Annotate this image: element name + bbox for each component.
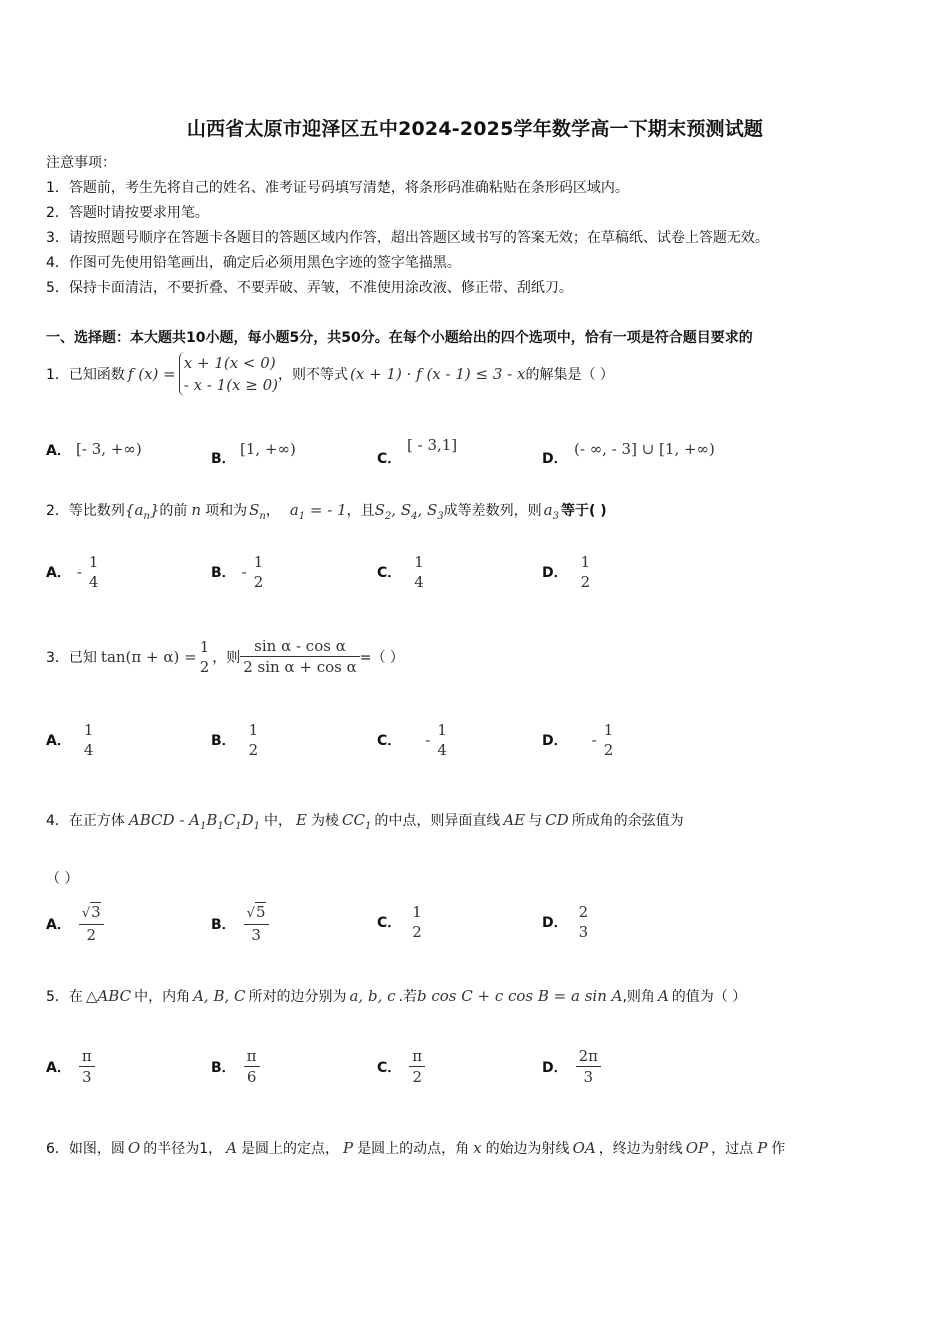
- option-fraction: 1 2: [248, 721, 259, 759]
- option-c-value: [ - 3,1]: [407, 436, 458, 454]
- question-text: ，: [265, 503, 280, 519]
- question-text: 成等差数列，则: [443, 503, 542, 519]
- option-fraction: $\frac{\pi}{3}$: [79, 1046, 95, 1087]
- option-a[interactable]: [46, 552, 101, 592]
- option-label: D．: [542, 1059, 568, 1076]
- angle-a: A: [657, 987, 669, 1005]
- question-3: [46, 636, 404, 677]
- question-text: 为棱: [311, 813, 339, 829]
- option-label: B．: [211, 451, 236, 467]
- question-text: 与: [528, 813, 543, 829]
- option-b[interactable]: [211, 902, 269, 945]
- option-sign: -: [425, 731, 431, 749]
- note-item: 4．作图可先使用铅笔画出，确定后必须用黑色字迹的签字笔描黑。: [46, 255, 461, 271]
- line-cd: CD: [545, 811, 569, 829]
- section-heading: 一、选择题：本大题共10小题，每小题5分，共50分。在每个小题给出的四个选项中，恰有一项是符合题目要求的: [46, 330, 753, 346]
- question-number: 1．: [46, 367, 69, 383]
- option-label: D．: [542, 915, 568, 931]
- question-text: 的中点，则异面直线: [374, 813, 501, 829]
- option-label: A．: [46, 916, 71, 933]
- s-terms: $S_2$, $S_4$, $S_3$: [374, 501, 444, 522]
- option-c[interactable]: [377, 1046, 425, 1087]
- question-number: 3．: [46, 649, 69, 666]
- note-item: 3．请按照题号顺序在答题卡各题目的答题区域内作答，超出答题区域书写的答案无效；在草稿纸、试卷上答题无效。: [46, 230, 769, 246]
- question-text: ，终边为射线: [598, 1141, 683, 1157]
- note-item: 2．答题时请按要求用笔。: [46, 205, 209, 221]
- triangle: △ABC: [85, 987, 132, 1005]
- angles: A, B, C: [193, 987, 246, 1005]
- option-label: C．: [377, 1059, 402, 1076]
- notes-heading: 注意事项：: [46, 155, 116, 171]
- question-text: =（ ）: [359, 649, 404, 666]
- sides: a, b, c: [349, 987, 396, 1005]
- tan-expression: tan(π + α) =: [100, 647, 197, 666]
- option-fraction: $\frac{\pi}{6}$: [244, 1046, 260, 1087]
- option-c[interactable]: [377, 448, 401, 468]
- sum-sn: $S_n$: [249, 501, 266, 522]
- option-fraction: 1 4: [437, 721, 447, 759]
- option-b[interactable]: [211, 1046, 260, 1087]
- option-fraction: 1 4: [414, 553, 424, 591]
- piecewise-case-1: x + 1(x < 0): [183, 354, 276, 372]
- option-fraction: $\frac{\pi}{2}$: [409, 1046, 425, 1087]
- question-number: 6．: [46, 1141, 69, 1157]
- question-text: 在: [68, 989, 83, 1005]
- option-fraction: 2 3: [578, 903, 589, 941]
- piecewise-case-2: - x - 1(x ≥ 0): [183, 376, 279, 394]
- question-text: 项和为: [205, 503, 248, 519]
- option-a[interactable]: [46, 902, 104, 945]
- point-p: P: [757, 1139, 768, 1157]
- option-label: A．: [46, 443, 71, 459]
- angle-x: x: [473, 1139, 482, 1157]
- point-p: P: [343, 1139, 354, 1157]
- option-d[interactable]: [542, 552, 593, 592]
- question-text: ，则: [212, 649, 241, 666]
- question-text: 的前: [159, 503, 188, 519]
- option-label: B．: [211, 565, 236, 581]
- option-d-value: (- ∞, - 3] ∪ [1, +∞): [574, 440, 715, 458]
- function-lhs: f (x) =: [127, 365, 176, 383]
- option-a[interactable]: [46, 440, 71, 460]
- equation: b cos C + c cos B = a sin A: [416, 987, 623, 1005]
- var-n: n: [191, 501, 202, 519]
- option-c[interactable]: [377, 720, 450, 760]
- question-number: 2．: [46, 503, 69, 519]
- option-d[interactable]: [542, 448, 568, 468]
- option-b[interactable]: [211, 448, 236, 468]
- option-d[interactable]: [542, 1046, 601, 1087]
- option-label: A．: [46, 1059, 71, 1076]
- question-text: .若: [398, 989, 417, 1005]
- option-b-value: [1, +∞): [240, 440, 296, 458]
- option-a[interactable]: [46, 1046, 95, 1087]
- question-text: 已知: [68, 649, 97, 666]
- ray-oa: OA: [572, 1139, 596, 1157]
- question-text: 的半径为1，: [143, 1141, 223, 1157]
- option-label: A．: [46, 733, 71, 749]
- question-text: ，则不等式: [278, 367, 349, 383]
- line-ae: AE: [503, 811, 526, 829]
- point-a: A: [226, 1139, 237, 1157]
- option-label: D．: [542, 565, 568, 581]
- question-text: 等于( ): [561, 503, 607, 519]
- option-fraction: 1 4: [88, 553, 99, 591]
- option-fraction: 1 2: [580, 553, 591, 591]
- point-e: E: [296, 811, 307, 829]
- option-sign: -: [591, 731, 597, 749]
- question-4: [46, 810, 684, 832]
- option-label: A．: [46, 565, 71, 581]
- option-label: C．: [377, 733, 402, 749]
- question-6: [46, 1138, 785, 1158]
- option-fraction: 1 2: [412, 903, 422, 941]
- option-d[interactable]: [542, 720, 616, 760]
- option-label: C．: [377, 565, 402, 581]
- tan-fraction: 1 2: [199, 637, 210, 676]
- option-fraction: $\frac{√3}{2}$: [79, 902, 104, 945]
- point-o: O: [127, 1139, 141, 1157]
- option-c[interactable]: [377, 902, 425, 942]
- question-text: 中，内角: [134, 989, 191, 1005]
- question-text: 的始边为射线: [485, 1141, 570, 1157]
- option-fraction: $\frac{√5}{3}$: [244, 902, 269, 945]
- option-label: C．: [377, 451, 402, 467]
- note-item: 1．答题前，考生先将自己的姓名、准考证号码填写清楚，将条形码准确粘贴在条形码区域内。: [46, 180, 629, 196]
- question-5: [46, 986, 746, 1006]
- option-fraction: $\frac{2\pi}{3}$: [576, 1046, 601, 1087]
- option-label: B．: [211, 916, 236, 933]
- question-text: 作: [771, 1141, 786, 1157]
- cube-name: ABCD - $A_1B_1C_1D_1$: [128, 811, 261, 832]
- question-text: 的值为（ ）: [671, 989, 747, 1005]
- question-text: ，过点: [711, 1141, 754, 1157]
- question-2: [46, 500, 607, 522]
- question-number: 4．: [46, 813, 69, 829]
- question-text: 所对的边分别为: [248, 989, 347, 1005]
- question-text: 是圆上的动点，角: [357, 1141, 470, 1157]
- option-sign: -: [241, 563, 247, 581]
- option-fraction: 1 4: [83, 721, 94, 759]
- a1-value: $a_1$ = - 1: [289, 501, 347, 522]
- question-text: 中，: [264, 813, 293, 829]
- note-item: 5．保持卡面清洁，不要折叠、不要弄破、弄皱，不准使用涂改液、修正带、刮纸刀。: [46, 280, 573, 296]
- option-d[interactable]: [542, 902, 591, 942]
- option-fraction: 1 2: [603, 721, 614, 759]
- piecewise-brace: [179, 352, 278, 396]
- option-label: D．: [542, 733, 568, 749]
- ray-op: OP: [685, 1139, 709, 1157]
- question-number: 5．: [46, 989, 69, 1005]
- option-b[interactable]: [211, 552, 266, 592]
- page-title: 山西省太原市迎泽区五中2024-2025学年数学高一下期末预测试题: [186, 118, 764, 140]
- trig-fraction: $\frac{\text{sin α - cos α}}{\text{2 sin α + cos α}}$: [240, 636, 360, 677]
- question-text: 如图，圆: [68, 1141, 125, 1157]
- option-label: C．: [377, 915, 402, 931]
- question-text: 的解集是（ ）: [525, 367, 614, 383]
- option-a[interactable]: [46, 720, 96, 760]
- inequality: (x + 1) · f (x - 1) ≤ 3 - x: [350, 365, 526, 383]
- sequence: $\{a_n\}$: [124, 501, 160, 522]
- question-text: 所成角的余弦值为: [571, 813, 684, 829]
- edge-cc1: $CC_1$: [342, 811, 372, 832]
- option-fraction: 1 2: [253, 553, 264, 591]
- question-text: ，且: [346, 503, 375, 519]
- option-label: D．: [542, 451, 568, 467]
- a3: $a_3$: [543, 501, 559, 522]
- question-text: ,则角: [622, 989, 655, 1005]
- option-b[interactable]: [211, 720, 261, 760]
- question-text: 等比数列: [68, 503, 125, 519]
- question-text: 已知函数: [68, 367, 125, 383]
- option-sign: -: [76, 563, 82, 581]
- option-c[interactable]: [377, 552, 427, 592]
- option-label: B．: [211, 733, 236, 749]
- question-text: 在正方体: [68, 813, 125, 829]
- question-text: 是圆上的定点，: [241, 1141, 339, 1157]
- answer-paren: （ ）: [46, 871, 79, 887]
- option-a-value: [- 3, +∞): [76, 440, 142, 458]
- option-label: B．: [211, 1059, 236, 1076]
- question-1: [46, 352, 614, 396]
